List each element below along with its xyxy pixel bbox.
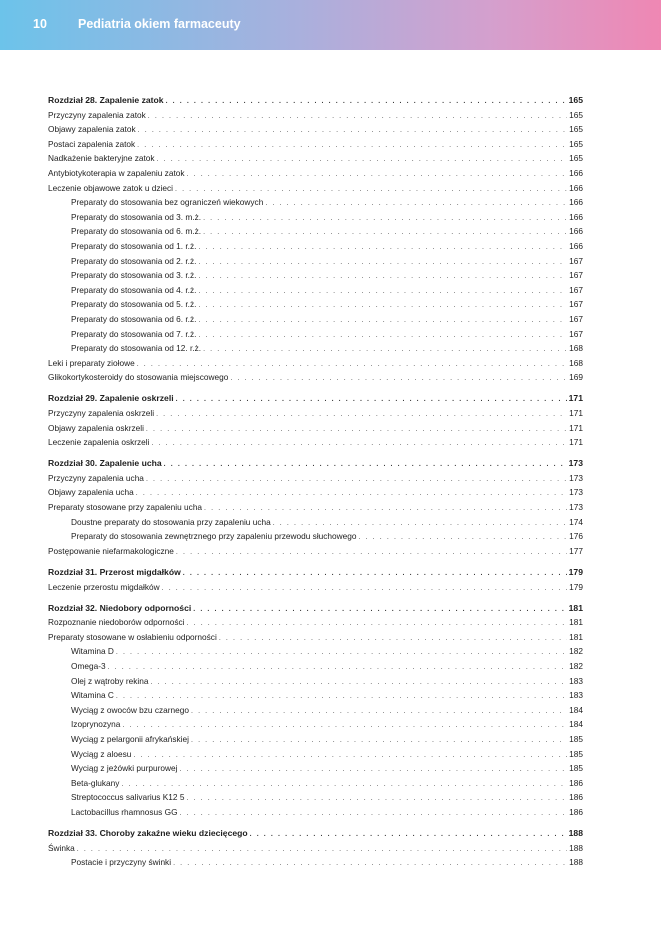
toc-subentry-row	[48, 855, 583, 870]
toc-chapter-row	[48, 826, 583, 841]
dot-leader	[193, 603, 566, 618]
toc-page-number: 165	[569, 109, 583, 120]
toc-subentry-row	[48, 224, 583, 239]
toc-entry-row	[48, 356, 583, 371]
toc-entry-row	[48, 406, 583, 421]
toc-entry-title: Streptococcus salivarius K12 5	[71, 792, 185, 803]
toc-page-number: 181	[569, 631, 583, 642]
toc-page-number: 167	[569, 299, 583, 310]
toc-entry-title: Olej z wątroby rekina	[71, 675, 149, 686]
toc-entry-row	[48, 485, 583, 500]
toc-subentry-row	[48, 674, 583, 689]
dot-leader	[187, 617, 568, 632]
toc-entry-row	[48, 615, 583, 630]
dot-leader	[108, 661, 568, 676]
toc-page-number: 188	[569, 842, 583, 853]
toc-page-number: 165	[569, 124, 583, 135]
dot-leader	[183, 567, 567, 582]
toc-entry-title: Przyczyny zapalenia zatok	[48, 109, 146, 120]
toc-page-number: 184	[569, 719, 583, 730]
toc-entry-row	[48, 370, 583, 385]
toc-entry-row	[48, 151, 583, 166]
dot-leader	[116, 646, 567, 661]
dot-leader	[164, 458, 567, 473]
dot-leader	[173, 857, 567, 872]
dot-leader	[156, 408, 567, 423]
dot-leader	[230, 372, 567, 387]
dot-leader	[203, 226, 567, 241]
dot-leader	[122, 719, 567, 734]
toc-entry-row	[48, 580, 583, 595]
dot-leader	[137, 139, 567, 154]
toc-entry-row	[48, 630, 583, 645]
dot-leader	[180, 807, 568, 822]
toc-page-number: 188	[568, 828, 583, 838]
toc-page-number: 167	[569, 313, 583, 324]
toc-subentry-row	[48, 790, 583, 805]
toc-entry-title: Antybiotykoterapia w zapaleniu zatok	[48, 167, 185, 178]
toc-subentry-row	[48, 703, 583, 718]
toc-page-number: 167	[569, 255, 583, 266]
toc-entry-row	[48, 841, 583, 856]
toc-chapter-row	[48, 456, 583, 471]
dot-leader	[151, 437, 567, 452]
toc-entry-title: Wyciąg z jeżówki purpurowej	[71, 763, 178, 774]
toc-subentry-row	[48, 239, 583, 254]
toc-entry-title: Preparaty do stosowania od 7. r.ż.	[71, 328, 197, 339]
toc-entry-title: Postaci zapalenia zatok	[48, 138, 136, 149]
toc-page-number: 174	[569, 516, 583, 527]
toc-page-number: 165	[568, 95, 583, 105]
toc-entry-title: Rozdział 32. Niedobory odporności	[48, 602, 192, 613]
toc-entry-title: Lactobacillus rhamnosus GG	[71, 806, 178, 817]
dot-leader	[166, 95, 567, 110]
toc-subentry-row	[48, 268, 583, 283]
dot-leader	[265, 197, 567, 212]
toc-entry-title: Leczenie zapalenia oskrzeli	[48, 437, 150, 448]
toc-subentry-row	[48, 312, 583, 327]
toc-entry-title: Wyciąg z owoców bzu czarnego	[71, 704, 189, 715]
toc-entry-title: Rozdział 28. Zapalenie zatok	[48, 95, 164, 105]
toc-entry-title: Preparaty do stosowania od 6. m.ż.	[71, 226, 202, 237]
toc-entry-title: Preparaty do stosowania od 3. r.ż.	[71, 270, 197, 281]
toc-page-number: 171	[569, 437, 583, 448]
toc-page-number: 185	[569, 748, 583, 759]
toc-entry-title: Postępowanie niefarmakologiczne	[48, 545, 174, 556]
toc-subentry-row	[48, 210, 583, 225]
toc-entry-row	[48, 166, 583, 181]
toc-page-number: 173	[569, 502, 583, 513]
toc-entry-title: Preparaty do stosowania od 12. r.ż.	[71, 343, 202, 354]
toc-page-number: 165	[569, 138, 583, 149]
toc-page-number: 173	[569, 487, 583, 498]
toc-entry-row	[48, 544, 583, 559]
toc-entry-title: Objawy zapalenia zatok	[48, 124, 136, 135]
dot-leader	[198, 329, 567, 344]
dot-leader	[219, 632, 567, 647]
toc-page-number: 188	[569, 857, 583, 868]
toc-page-number: 179	[568, 566, 583, 577]
toc-page-number: 171	[569, 407, 583, 418]
toc-entry-title: Preparaty do stosowania od 2. r.ż.	[71, 255, 197, 266]
dot-leader	[157, 153, 568, 168]
toc-entry-title: Nadkażenie bakteryjne zatok	[48, 153, 155, 164]
toc-entry-title: Leczenie przerostu migdałków	[48, 581, 160, 592]
dot-leader	[187, 168, 568, 183]
dot-leader	[121, 778, 567, 793]
toc-page-number: 173	[569, 472, 583, 483]
dot-leader	[203, 343, 567, 358]
toc-entry-row	[48, 435, 583, 450]
dot-leader	[198, 241, 567, 256]
dot-leader	[250, 828, 567, 843]
toc-entry-title: Witamina C	[71, 690, 114, 701]
running-title: Pediatria okiem farmaceuty	[78, 17, 241, 31]
toc-entry-title: Rozpoznanie niedoborów odporności	[48, 617, 185, 628]
toc-entry-title: Preparaty do stosowania od 3. m.ż.	[71, 211, 202, 222]
toc-entry-title: Izoprynozyna	[71, 719, 121, 730]
toc-page-number: 184	[569, 704, 583, 715]
toc-entry-title: Preparaty do stosowania od 5. r.ż.	[71, 299, 197, 310]
toc-page-number: 182	[569, 660, 583, 671]
dot-leader	[203, 212, 567, 227]
toc-entry-title: Rozdział 33. Choroby zakaźne wieku dziecięcego	[48, 828, 248, 838]
toc-subentry-row	[48, 254, 583, 269]
toc-entry-row	[48, 421, 583, 436]
dot-leader	[176, 546, 567, 561]
toc-subentry-row	[48, 732, 583, 747]
toc-page-number: 166	[569, 182, 583, 193]
toc-entry-title: Wyciąg z aloesu	[71, 748, 132, 759]
dot-leader	[191, 734, 567, 749]
toc-subentry-row	[48, 761, 583, 776]
toc-page-number: 173	[568, 458, 583, 469]
toc-entry-row	[48, 500, 583, 515]
dot-leader	[146, 423, 567, 438]
toc-entry-row	[48, 108, 583, 123]
toc-chapter-row	[48, 601, 583, 616]
toc-entry-title: Preparaty do stosowania zewnętrznego przy zapaleniu przewodu słuchowego	[71, 531, 357, 542]
toc-page-number: 168	[569, 343, 583, 354]
toc-page-number: 179	[569, 581, 583, 592]
toc-page-number: 171	[568, 393, 583, 404]
toc-page-number: 166	[569, 167, 583, 178]
toc-entry-title: Rozdział 29. Zapalenie oskrzeli	[48, 393, 174, 404]
toc-entry-row	[48, 137, 583, 152]
toc-entry-title: Witamina D	[71, 646, 114, 657]
table-of-contents	[48, 93, 583, 870]
dot-leader	[198, 314, 567, 329]
toc-page-number: 166	[569, 226, 583, 237]
toc-subentry-row	[48, 717, 583, 732]
dot-leader	[198, 270, 567, 285]
dot-leader	[198, 299, 567, 314]
toc-entry-title: Wyciąg z pelargonii afrykańskiej	[71, 733, 189, 744]
toc-entry-title: Preparaty stosowane przy zapaleniu ucha	[48, 502, 203, 513]
toc-entry-title: Preparaty do stosowania od 4. r.ż.	[71, 284, 197, 295]
toc-page-number: 183	[569, 675, 583, 686]
toc-chapter-row	[48, 93, 583, 108]
dot-leader	[179, 763, 567, 778]
dot-leader	[186, 792, 567, 807]
dot-leader	[162, 582, 568, 597]
toc-page-number: 165	[569, 153, 583, 164]
page-number: 10	[33, 17, 47, 31]
toc-entry-row	[48, 471, 583, 486]
toc-subentry-row	[48, 776, 583, 791]
toc-page-number: 182	[569, 646, 583, 657]
toc-entry-title: Przyczyny zapalenia ucha	[48, 472, 144, 483]
dot-leader	[133, 749, 567, 764]
toc-entry-row	[48, 181, 583, 196]
toc-page-number: 186	[569, 806, 583, 817]
dot-leader	[148, 110, 567, 125]
toc-entry-title: Leczenie objawowe zatok u dzieci	[48, 182, 173, 193]
dot-leader	[176, 393, 567, 408]
toc-page-number: 166	[569, 197, 583, 208]
toc-page-number: 171	[569, 422, 583, 433]
toc-page-number: 185	[569, 733, 583, 744]
toc-entry-title: Objawy zapalenia ucha	[48, 487, 134, 498]
toc-entry-title: Glikokortykosteroidy do stosowania miejscowego	[48, 372, 229, 383]
toc-page-number: 167	[569, 284, 583, 295]
toc-entry-title: Postacie i przyczyny świnki	[71, 857, 172, 868]
toc-subentry-row	[48, 529, 583, 544]
toc-entry-row	[48, 122, 583, 137]
toc-page-number: 176	[569, 531, 583, 542]
dot-leader	[198, 285, 567, 300]
toc-subentry-row	[48, 297, 583, 312]
toc-page-number: 168	[569, 357, 583, 368]
toc-entry-title: Omega-3	[71, 660, 106, 671]
toc-entry-title: Objawy zapalenia oskrzeli	[48, 422, 144, 433]
toc-page-number: 177	[569, 545, 583, 556]
toc-page-number: 181	[569, 617, 583, 628]
toc-entry-title: Doustne preparaty do stosowania przy zapaleniu ucha	[71, 516, 271, 527]
toc-page-number: 183	[569, 690, 583, 701]
toc-entry-title: Preparaty do stosowania bez ograniczeń wiekowych	[71, 197, 264, 208]
toc-subentry-row	[48, 341, 583, 356]
toc-chapter-row	[48, 565, 583, 580]
toc-subentry-row	[48, 327, 583, 342]
dot-leader	[191, 705, 567, 720]
toc-entry-title: Leki i preparaty ziołowe	[48, 357, 135, 368]
toc-subentry-row	[48, 747, 583, 762]
dot-leader	[150, 676, 567, 691]
page-header	[0, 0, 661, 50]
dot-leader	[138, 124, 568, 139]
toc-page-number: 166	[569, 211, 583, 222]
toc-subentry-row	[48, 283, 583, 298]
toc-page-number: 167	[569, 328, 583, 339]
toc-subentry-row	[48, 515, 583, 530]
toc-page-number: 169	[569, 372, 583, 383]
toc-chapter-row	[48, 391, 583, 406]
toc-subentry-row	[48, 688, 583, 703]
toc-subentry-row	[48, 644, 583, 659]
toc-entry-title: Rozdział 30. Zapalenie ucha	[48, 458, 162, 469]
toc-subentry-row	[48, 659, 583, 674]
toc-page-number: 186	[569, 792, 583, 803]
toc-entry-title: Preparaty do stosowania od 6. r.ż.	[71, 313, 197, 324]
toc-entry-title: Świnka	[48, 842, 75, 853]
toc-page-number: 185	[569, 763, 583, 774]
toc-page-number: 186	[569, 777, 583, 788]
toc-entry-title: Przyczyny zapalenia oskrzeli	[48, 407, 155, 418]
dot-leader	[359, 531, 568, 546]
toc-subentry-row	[48, 805, 583, 820]
toc-entry-title: Preparaty do stosowania od 1. r.ż.	[71, 240, 197, 251]
dot-leader	[198, 256, 567, 271]
toc-entry-title: Rozdział 31. Przerost migdałków	[48, 566, 181, 577]
toc-page-number: 167	[569, 270, 583, 281]
toc-entry-title: Preparaty stosowane w osłabieniu odporności	[48, 631, 217, 642]
dot-leader	[146, 473, 567, 488]
toc-page-number: 166	[569, 240, 583, 251]
toc-page-number: 181	[568, 602, 583, 613]
toc-entry-title: Beta-glukany	[71, 777, 120, 788]
toc-subentry-row	[48, 195, 583, 210]
